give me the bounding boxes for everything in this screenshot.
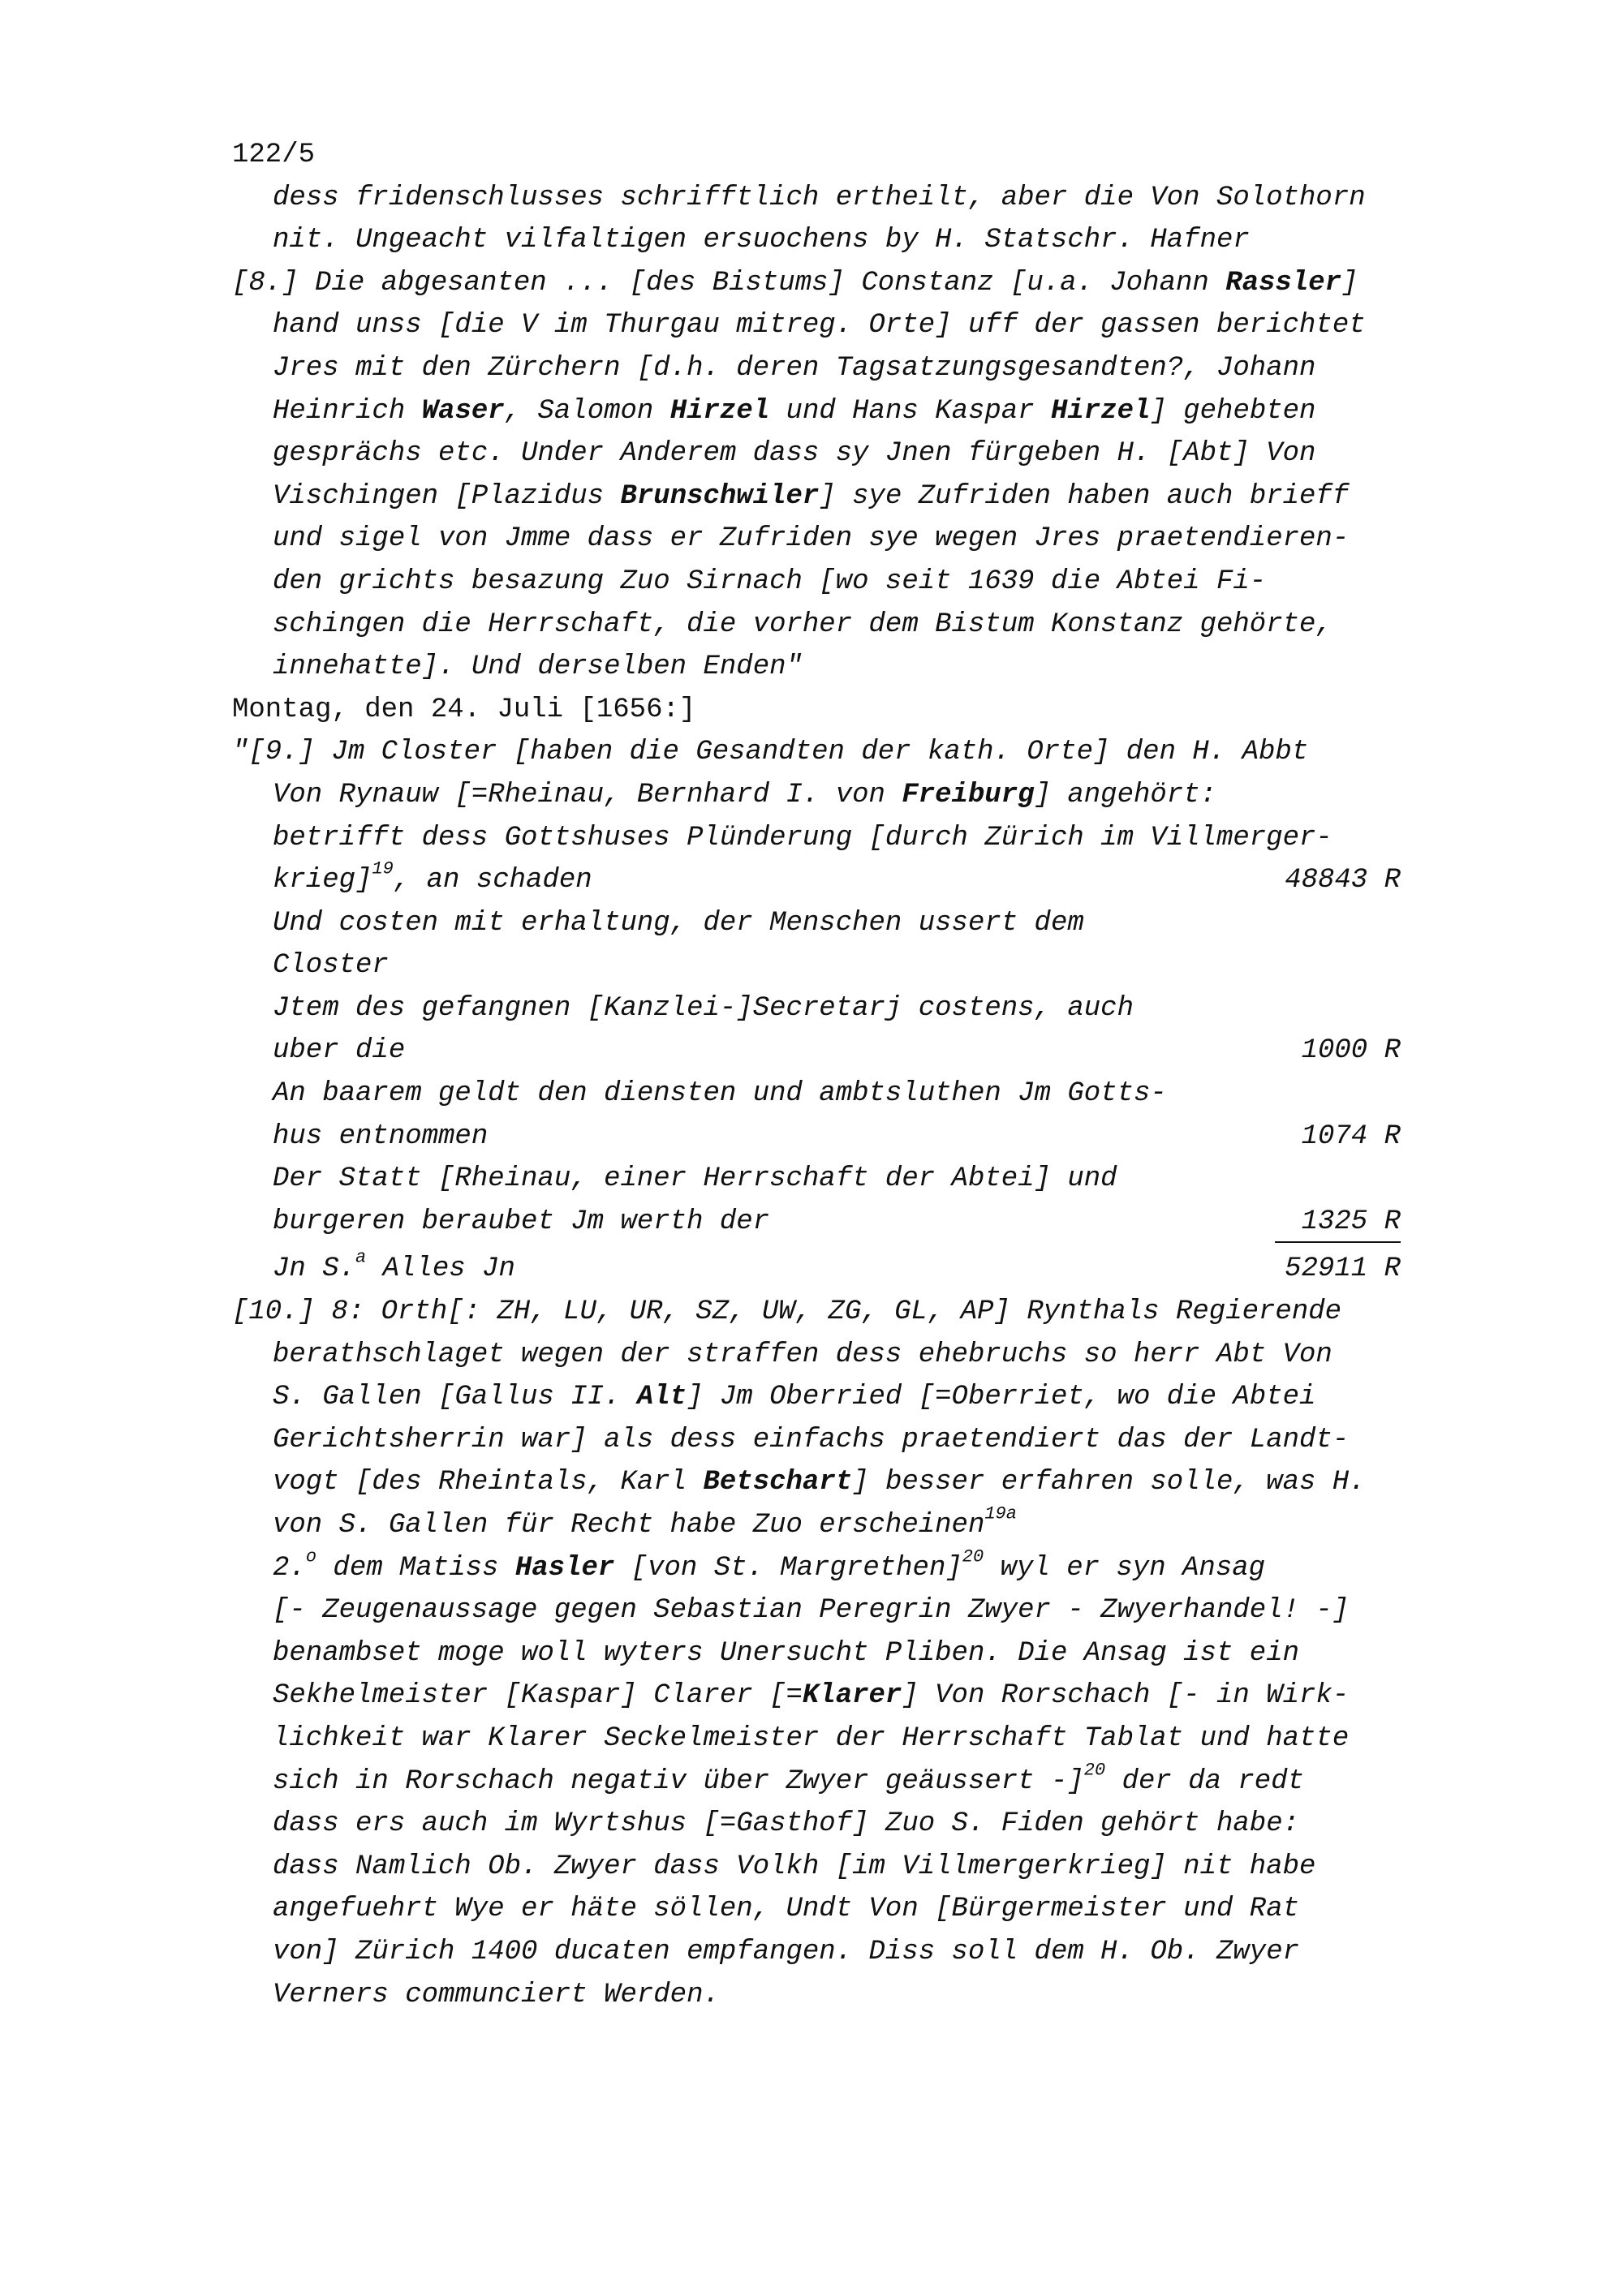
text-line: betrifft dess Gottshuses Plünderung [durch Zürich im Villmerger-	[273, 822, 1332, 853]
amount: 1325 R	[1301, 1206, 1401, 1237]
text-line: dass Namlich Ob. Zwyer dass Volkh [im Villmergerkrieg] nit habe	[273, 1851, 1316, 1882]
person-name: Alt	[636, 1382, 687, 1413]
text-line: nit. Ungeacht vilfaltigen ersuochens by H. Statschr. Hafner	[273, 225, 1250, 256]
amount: 1074 R	[1301, 1120, 1401, 1152]
sum-rule	[1275, 1241, 1401, 1243]
account-row: uber die 1000 R	[232, 1030, 1482, 1073]
text-line: sich in Rorschach negativ über Zwyer geäussert -]$^{20}$ der da redt	[273, 1760, 1305, 1797]
text-line: Sekhelmeister [Kaspar] Clarer [=Klarer] Von Rorschach [- in Wirk-	[273, 1680, 1350, 1712]
amount: 48843 R	[1285, 865, 1401, 896]
text-line: Heinrich Waser, Salomon Hirzel und Hans Kaspar Hirzel] gehebten	[273, 395, 1316, 427]
account-row: hus entnommen 1074 R	[232, 1116, 1482, 1159]
person-name: Rassler	[1225, 267, 1342, 299]
text-line: Und costen mit erhaltung, der Menschen ussert dem	[273, 907, 1084, 939]
footnote-ref: 20	[962, 1546, 984, 1567]
account-row: burgeren beraubet Jm werth der 1325 R	[232, 1201, 1482, 1244]
text-line: [- Zeugenaussage gegen Sebastian Peregrin Zwyer - Zwyerhandel! -]	[273, 1595, 1350, 1627]
text-line: Vischingen [Plazidus Brunschwiler] sye Zufriden haben auch brieff	[273, 480, 1350, 512]
text-line: Closter	[273, 950, 389, 982]
text-line: Jres mit den Zürchern [d.h. deren Tagsatzungsgesandten?, Johann	[273, 352, 1316, 384]
text-line: benambset moge woll wyters Unersucht Pliben. Die Ansag ist ein	[273, 1637, 1300, 1669]
text-line: den grichts besazung Zuo Sirnach [wo seit 1639 die Abtei Fi-	[273, 565, 1267, 597]
text-line: lichkeit war Klarer Seckelmeister der Herrschaft Tablat und hatte	[273, 1722, 1350, 1754]
footnote-ref: 19a	[984, 1503, 1017, 1524]
account-row: krieg]$^{19}$, an schaden 48843 R	[232, 859, 1482, 902]
person-name: Brunschwiler	[620, 480, 820, 512]
text-line: Gerichtsherrin war] als dess einfachs praetendiert das der Landt-	[273, 1424, 1350, 1455]
text-line: 2.$^o$ dem Matiss Hasler [von St. Margrethen]$^{20}$ wyl er syn Ansag	[273, 1546, 1266, 1584]
person-name: Waser	[421, 395, 505, 427]
footnote-ref: 19	[372, 858, 394, 879]
text-line: Verners communciert Werden.	[273, 1979, 720, 2010]
text-line: Von Rynauw [=Rheinau, Bernhard I. von Freiburg] angehört:	[273, 779, 1216, 810]
text-line: schingen die Herrschaft, die vorher dem Bistum Konstanz gehörte,	[273, 608, 1332, 640]
text-line: von] Zürich 1400 ducaten empfangen. Diss soll dem H. Ob. Zwyer	[273, 1936, 1300, 1967]
text-line: angefuehrt Wye er häte söllen, Undt Von [Bürgermeister und Rat	[273, 1894, 1300, 1925]
person-name: Hirzel	[1051, 395, 1151, 427]
footnote-ref: 20	[1083, 1760, 1106, 1781]
date-heading: Montag, den 24. Juli [1656:]	[232, 694, 696, 725]
text-line: gesprächs etc. Under Anderem dass sy Jnen fürgeben H. [Abt] Von	[273, 438, 1316, 470]
person-name: Hasler	[514, 1552, 615, 1584]
text-line: innehatte]. Und derselben Enden"	[273, 651, 803, 683]
text-line: "[9.] Jm Closter [haben die Gesandten der kath. Orte] den H. Abbt	[232, 737, 1309, 768]
person-name: Hirzel	[669, 395, 770, 427]
text-line: vogt [des Rheintals, Karl Betschart] besser erfahren solle, was H.	[273, 1467, 1366, 1498]
text-line: dass ers auch im Wyrtshus [=Gasthof] Zuo S. Fiden gehört habe:	[273, 1808, 1300, 1840]
page-number: 122/5	[232, 140, 316, 170]
amount: 1000 R	[1301, 1035, 1401, 1067]
text-line: S. Gallen [Gallus II. Alt] Jm Oberried [=Oberriet, wo die Abtei	[273, 1382, 1316, 1413]
text-line: berathschlaget wegen der straffen dess ehebruchs so herr Abt Von	[273, 1339, 1332, 1370]
text-line: Der Statt [Rheinau, einer Herrschaft der Abtei] und	[273, 1163, 1117, 1195]
account-total-row: Jn S.$^a$ Alles Jn 52911 R	[232, 1248, 1482, 1291]
document-page	[232, 134, 1482, 2016]
total-amount: 52911 R	[1285, 1253, 1401, 1285]
text-line: [8.] Die abgesanten ... [des Bistums] Constanz [u.a. Johann Rassler]	[232, 267, 1358, 299]
text-line: hand unss [die V im Thurgau mitreg. Orte] uff der gassen berichtet	[273, 310, 1366, 342]
text-line: von S. Gallen für Recht habe Zuo erscheinen$^{19a}$	[273, 1503, 1017, 1541]
text-line: An baarem geldt den diensten und ambtsluthen Jm Gotts-	[273, 1078, 1167, 1110]
text-line: Jtem des gefangnen [Kanzlei-]Secretarj costens, auch	[273, 992, 1134, 1024]
person-name: Freiburg	[902, 779, 1035, 810]
person-name: Klarer	[802, 1680, 902, 1712]
text-line: [10.] 8: Orth[: ZH, LU, UR, SZ, UW, ZG, GL, AP] Rynthals Regierende	[232, 1296, 1342, 1328]
text-line: dess fridenschlusses schrifftlich ertheilt, aber die Von Solothorn	[273, 182, 1366, 213]
text-line: und sigel von Jmme dass er Zufriden sye wegen Jres praetendieren-	[273, 523, 1350, 555]
person-name: Betschart	[703, 1467, 853, 1498]
